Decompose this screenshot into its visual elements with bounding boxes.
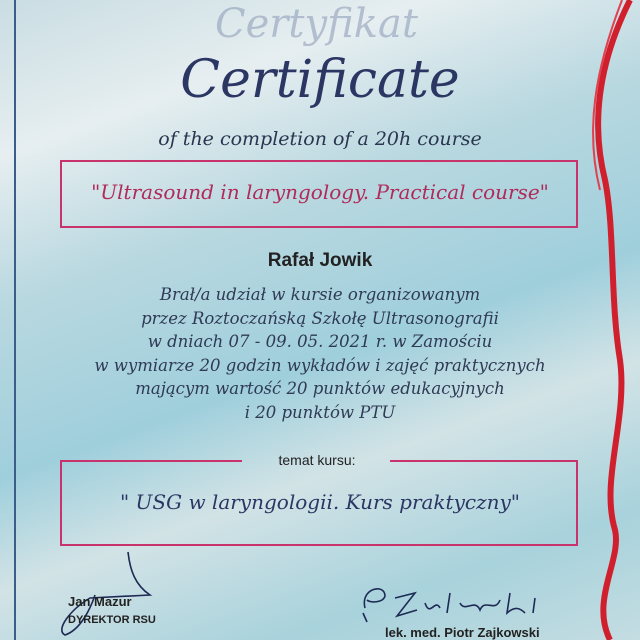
signatory-name: Jan Mazur [68,594,132,609]
topic-label: temat kursu: [278,452,356,468]
body-line: mającym wartość 20 punktów edukacyjnych [135,379,505,399]
body-line: i 20 punktów PTU [244,402,396,422]
signature-zajkowski [355,578,555,624]
border-line [14,0,16,640]
body-line: w wymiarze 20 godzin wykładów i zajęć praktycznych [94,355,546,375]
body-line: Brał/a udział w kursie organizowanym [159,285,481,304]
body-line: w dniach 07 - 09. 05. 2021 r. w Zamościu [147,332,493,352]
subtitle: of the completion of a 20h course [158,128,482,150]
body-line: przez Roztoczańską Szkołę Ultrasonografii [141,308,499,328]
ghost-title: Certyfikat [215,1,418,47]
certificate-title: Certificate [180,50,460,110]
certificate-body [20,283,620,425]
signatory-name: lek. med. Piotr Zajkowski [385,625,540,640]
participant-name: Rafał Jowik [267,250,373,271]
course-title-pl: " USG w laryngologii. Kurs praktyczny" [120,490,520,514]
signatory-role: DYREKTOR RSU [68,614,156,626]
course-title-en: "Ultrasound in laryngology. Practical course" [91,180,549,204]
